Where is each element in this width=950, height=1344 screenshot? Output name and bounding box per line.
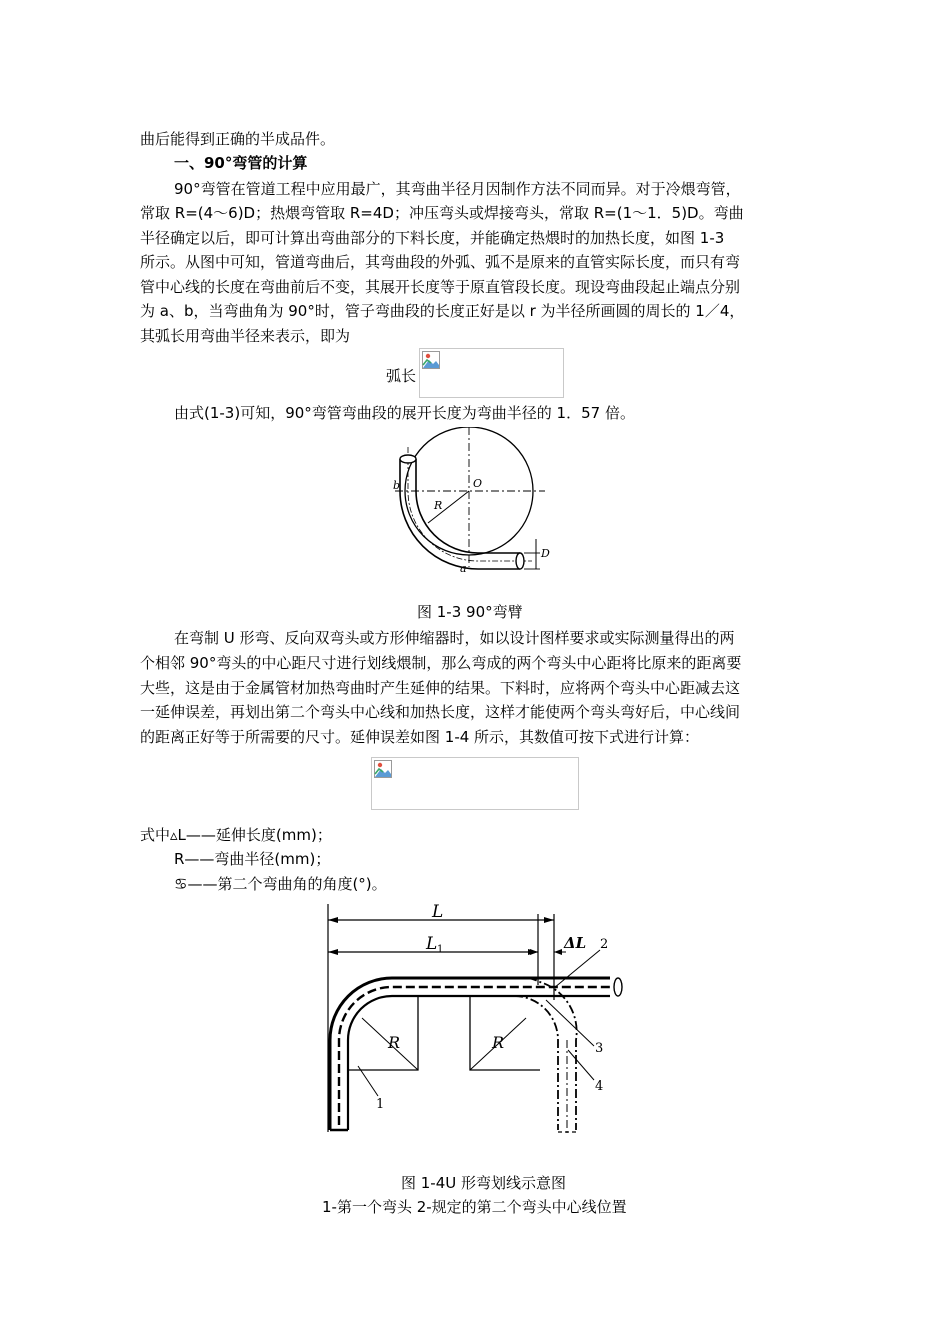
para3-line-2: 个相邻 90°弯头的中心距尺寸进行划线煨制，那么弯成的两个弯头中心距将比原来的距离要 <box>140 654 742 672</box>
para1-line-7: 其弧长用弯曲半径来表示，即为 <box>140 327 351 345</box>
dl-arrow-left <box>530 949 538 955</box>
para1-line-5: 管中心线的长度在弯曲前后不变，其展开长度等于原直管段长度。现设弯曲段起止端点分别 <box>140 278 741 296</box>
para2: 由式(1-3)可知，90°弯管弯曲段的展开长度为弯曲半径的 1．57 倍。 <box>174 404 635 422</box>
fig2-subcaption: 1-第一个弯头 2-规定的第二个弯头中心线位置 <box>322 1198 627 1216</box>
l1-arrow-left <box>328 949 338 955</box>
label-2: 2 <box>600 937 609 952</box>
para3-line-5: 的距离正好等于所需要的尺寸。延伸误差如图 1-4 所示，其数值可按下式进行计算： <box>140 728 700 746</box>
pipe-first-bend-inner <box>348 996 610 1130</box>
leader-4 <box>568 1050 594 1080</box>
def-r: R——弯曲半径(mm)； <box>174 850 331 868</box>
broken-image-icon <box>422 351 440 369</box>
label-4: 4 <box>595 1079 604 1094</box>
pipe-centerline <box>408 447 532 561</box>
label-r-second: R <box>492 1033 505 1052</box>
label-a: a <box>460 562 467 575</box>
pipe-end-top <box>400 455 416 463</box>
para1-line-2: 常取 R=(4～6)D；热煨弯管取 R=4D；冲压弯头或焊接弯头，常取 R=(1～1．5)D。弯曲 <box>140 204 744 222</box>
label-l: L <box>432 902 444 922</box>
figure-u-bend-marking <box>318 900 633 1150</box>
para1-line-3: 半径确定以后，即可计算出弯曲部分的下料长度，并能确定热煨时的加热长度，如图 1-3 <box>140 229 725 247</box>
pipe-end-right <box>516 553 524 569</box>
label-r-first: R <box>388 1033 401 1052</box>
pipe-inner <box>416 459 520 553</box>
formula1-label: 弧长 <box>386 367 417 385</box>
label-l1-subscript: 1 <box>437 944 444 955</box>
formula1-image <box>419 348 564 398</box>
para3-line-4: 一延伸误差，再划出第二个弯头中心线和加热长度，这样才能使两个弯头弯好后，中心线间 <box>140 703 741 721</box>
label-l1: L <box>426 934 438 954</box>
label-delta-l: ΔL <box>564 934 587 952</box>
label-1: 1 <box>376 1097 385 1112</box>
l-arrow-left <box>328 917 338 923</box>
def-delta-l: 式中▵L——延伸长度(mm)； <box>140 826 332 844</box>
section-heading: 一、90°弯管的计算 <box>174 154 308 172</box>
formula2-image <box>371 757 579 810</box>
para1-line-1: 90°弯管在管道工程中应用最广，其弯曲半径月因制作方法不同而异。对于冷煨弯管， <box>174 180 741 198</box>
broken-image-icon <box>374 760 392 778</box>
para3-line-1: 在弯制 U 形弯、反向双弯头或方形伸缩器时，如以设计图样要求或实际测量得出的两 <box>174 629 735 647</box>
fig1-caption: 图 1-3 90°弯臂 <box>417 603 523 621</box>
first-bend-block <box>348 996 418 1070</box>
para3-line-3: 大些，这是由于金属管材加热弯曲时产生延伸的结果。下料时，应将两个弯头中心距减去这 <box>140 679 741 697</box>
pipe-right-end <box>614 978 622 996</box>
second-bend-block <box>470 996 540 1070</box>
figure-90-degree-bend <box>390 427 560 577</box>
label-b: b <box>393 479 401 492</box>
label-d: D <box>541 547 550 560</box>
pipe-second-bend-outer <box>514 996 558 1130</box>
fig2-caption: 图 1-4U 形弯划线示意图 <box>401 1174 567 1192</box>
l-arrow-right <box>544 917 554 923</box>
def-angle: ♋——第二个弯曲角的角度(°)。 <box>174 875 387 893</box>
para1-line-4: 所示。从图中可知，管道弯曲后，其弯曲段的外弧、弧不是原来的直管实际长度，而只有弯 <box>140 253 741 271</box>
label-o: O <box>473 477 483 490</box>
leader-2 <box>554 950 600 988</box>
label-r: R <box>434 499 443 512</box>
label-3: 3 <box>595 1041 604 1056</box>
para1-line-6: 为 a、b，当弯曲角为 90°时，管子弯曲段的长度正好是以 r 为半径所画圆的周长的 1／4， <box>140 302 745 320</box>
intro-line: 曲后能得到正确的半成品件。 <box>140 130 336 148</box>
